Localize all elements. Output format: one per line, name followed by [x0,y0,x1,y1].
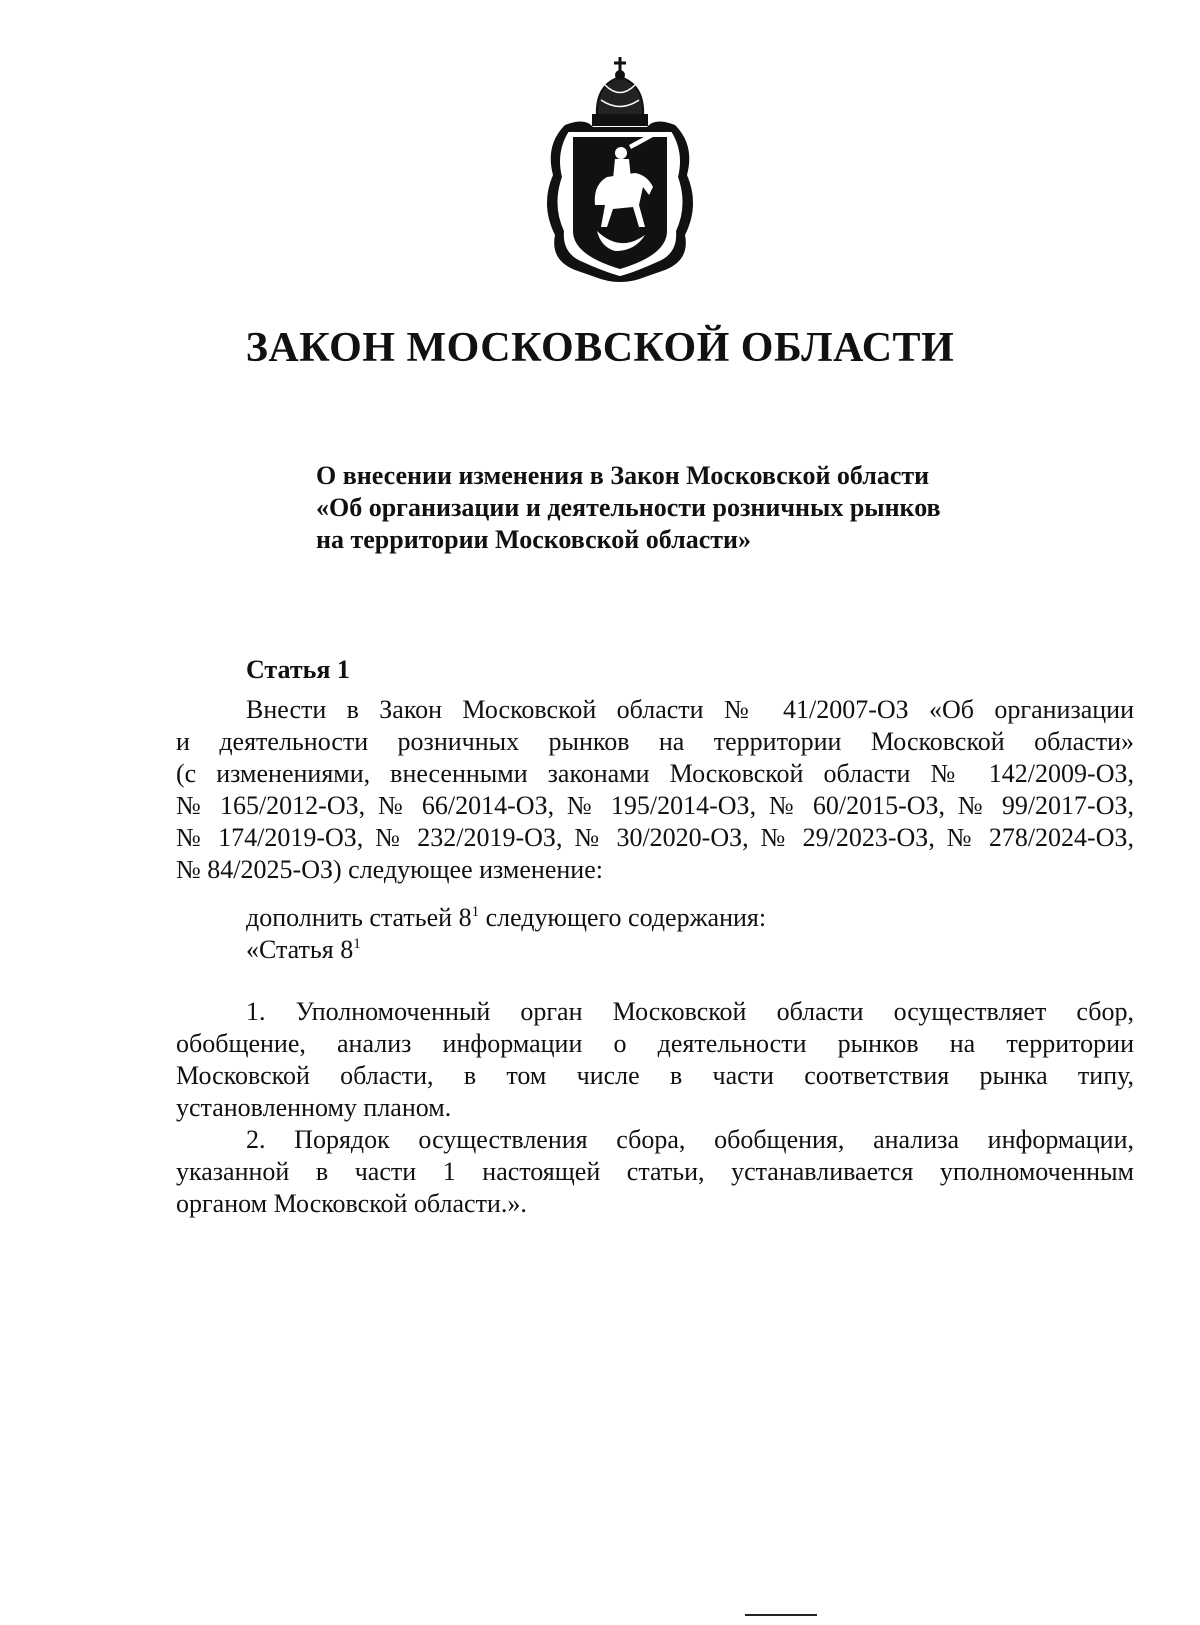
coat-of-arms-emblem [535,55,705,285]
point-2-paragraph [176,1124,1134,1220]
new-article-label: «Статья 8 [246,935,354,964]
paragraph-line: указанной в части 1 настоящей статьи, устанавливается уполномоченным [176,1157,1134,1186]
subject-line: на территории Московской области» [316,525,752,554]
paragraph-line: № 165/2012-ОЗ, № 66/2014-ОЗ, № 195/2014-ОЗ, № 60/2015-ОЗ, № 99/2017-ОЗ, [176,791,1134,820]
paragraph-line: органом Московской области.». [176,1189,527,1218]
paragraph-line: и деятельности розничных рынков на территории Московской области» [176,727,1134,756]
law-title: ЗАКОН МОСКОВСКОЙ ОБЛАСТИ [245,325,955,371]
paragraph-line: (с изменениями, внесенными законами Московской области № 142/2009-ОЗ, [176,759,1134,788]
article-heading: Статья 1 [246,655,350,684]
paragraph-line: обобщение, анализ информации о деятельности рынков на территории [176,1029,1134,1058]
amendment-text: следующего содержания: [479,903,767,932]
coat-of-arms-icon [535,55,705,285]
point-1-paragraph [176,996,1134,1124]
paragraph-line: № 84/2025-ОЗ) следующее изменение: [176,855,603,884]
subject-line: О внесении изменения в Закон Московской области [316,461,930,490]
law-subject [316,460,1036,556]
amendment-text: дополнить статьей 8 [246,903,472,932]
new-article-heading [246,934,361,966]
paragraph-line: установленному планом. [176,1093,452,1122]
subject-line: «Об организации и деятельности розничных рынков [316,493,941,522]
paragraph-line: Внести в Закон Московской области № 41/2007-ОЗ «Об организации [246,695,1134,724]
paragraph-line: 1. Уполномоченный орган Московской области осуществляет сбор, [246,997,1134,1026]
paragraph-line: № 174/2019-ОЗ, № 232/2019-ОЗ, № 30/2020-ОЗ, № 29/2023-ОЗ, № 278/2024-ОЗ, [176,823,1134,852]
paragraph-line: Московской области, в том числе в части соответствия рынка типу, [176,1061,1134,1090]
article-intro-paragraph [176,694,1134,886]
superscript: 1 [353,936,361,952]
amendment-instruction [246,902,766,934]
paragraph-line: 2. Порядок осуществления сбора, обобщения, анализа информации, [246,1125,1134,1154]
superscript: 1 [471,904,480,920]
footer-rule [745,1614,817,1616]
